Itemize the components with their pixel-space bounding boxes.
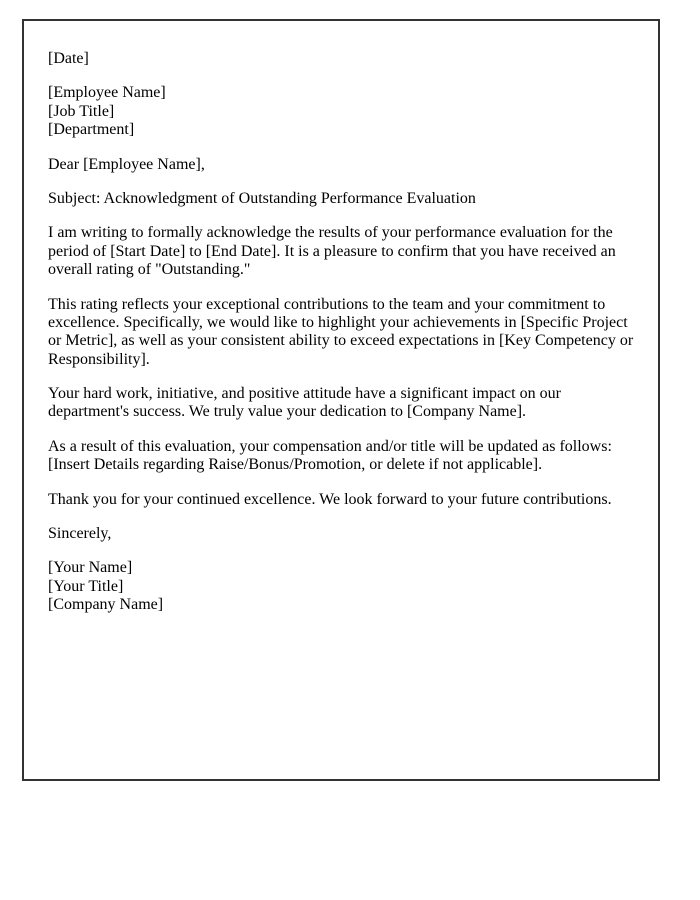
- body-paragraph-5: Thank you for your continued excellence. We look forward to your future contributions.: [48, 490, 612, 508]
- date-line: [Date]: [48, 50, 89, 67]
- body-paragraph-1: I am writing to formally acknowledge the results of your performance evaluation for the period of [Start Date] to [End Date]. It is a pleasure to confirm that you have received an overall rating of "Outstanding.": [48, 224, 616, 279]
- signature-company-line: [Company Name]: [48, 596, 164, 614]
- subject-line: Subject: Acknowledgment of Outstanding Performance Evaluation: [48, 189, 476, 207]
- signature-block: [48, 559, 634, 614]
- salutation-line: Dear [Employee Name],: [48, 155, 205, 173]
- closing-line: Sincerely,: [48, 525, 112, 543]
- letter-page: [22, 19, 660, 781]
- signature-name-line: [Your Name]: [48, 559, 133, 577]
- recipient-block: [48, 84, 634, 139]
- body-paragraph-2: This rating reflects your exceptional contributions to the team and your commitment to excellence. Specifically, we would like to highlight your achievements in [Specific Project or Metric], as well as your consistent ability to exceed expectations in [Key Competency or Responsibility].: [48, 295, 634, 368]
- body-paragraph-3: Your hard work, initiative, and positive attitude have a significant impact on our department's success. We truly value your dedication to [Company Name].: [48, 385, 561, 421]
- body-paragraph-4: As a result of this evaluation, your compensation and/or title will be updated as follows: [Insert Details regarding Raise/Bonus/Promotion, or delete if not applicable].: [48, 437, 612, 474]
- signature-title-line: [Your Title]: [48, 577, 124, 595]
- recipient-department-line: [Department]: [48, 121, 135, 139]
- recipient-job-title-line: [Job Title]: [48, 102, 115, 120]
- recipient-name-line: [Employee Name]: [48, 84, 166, 102]
